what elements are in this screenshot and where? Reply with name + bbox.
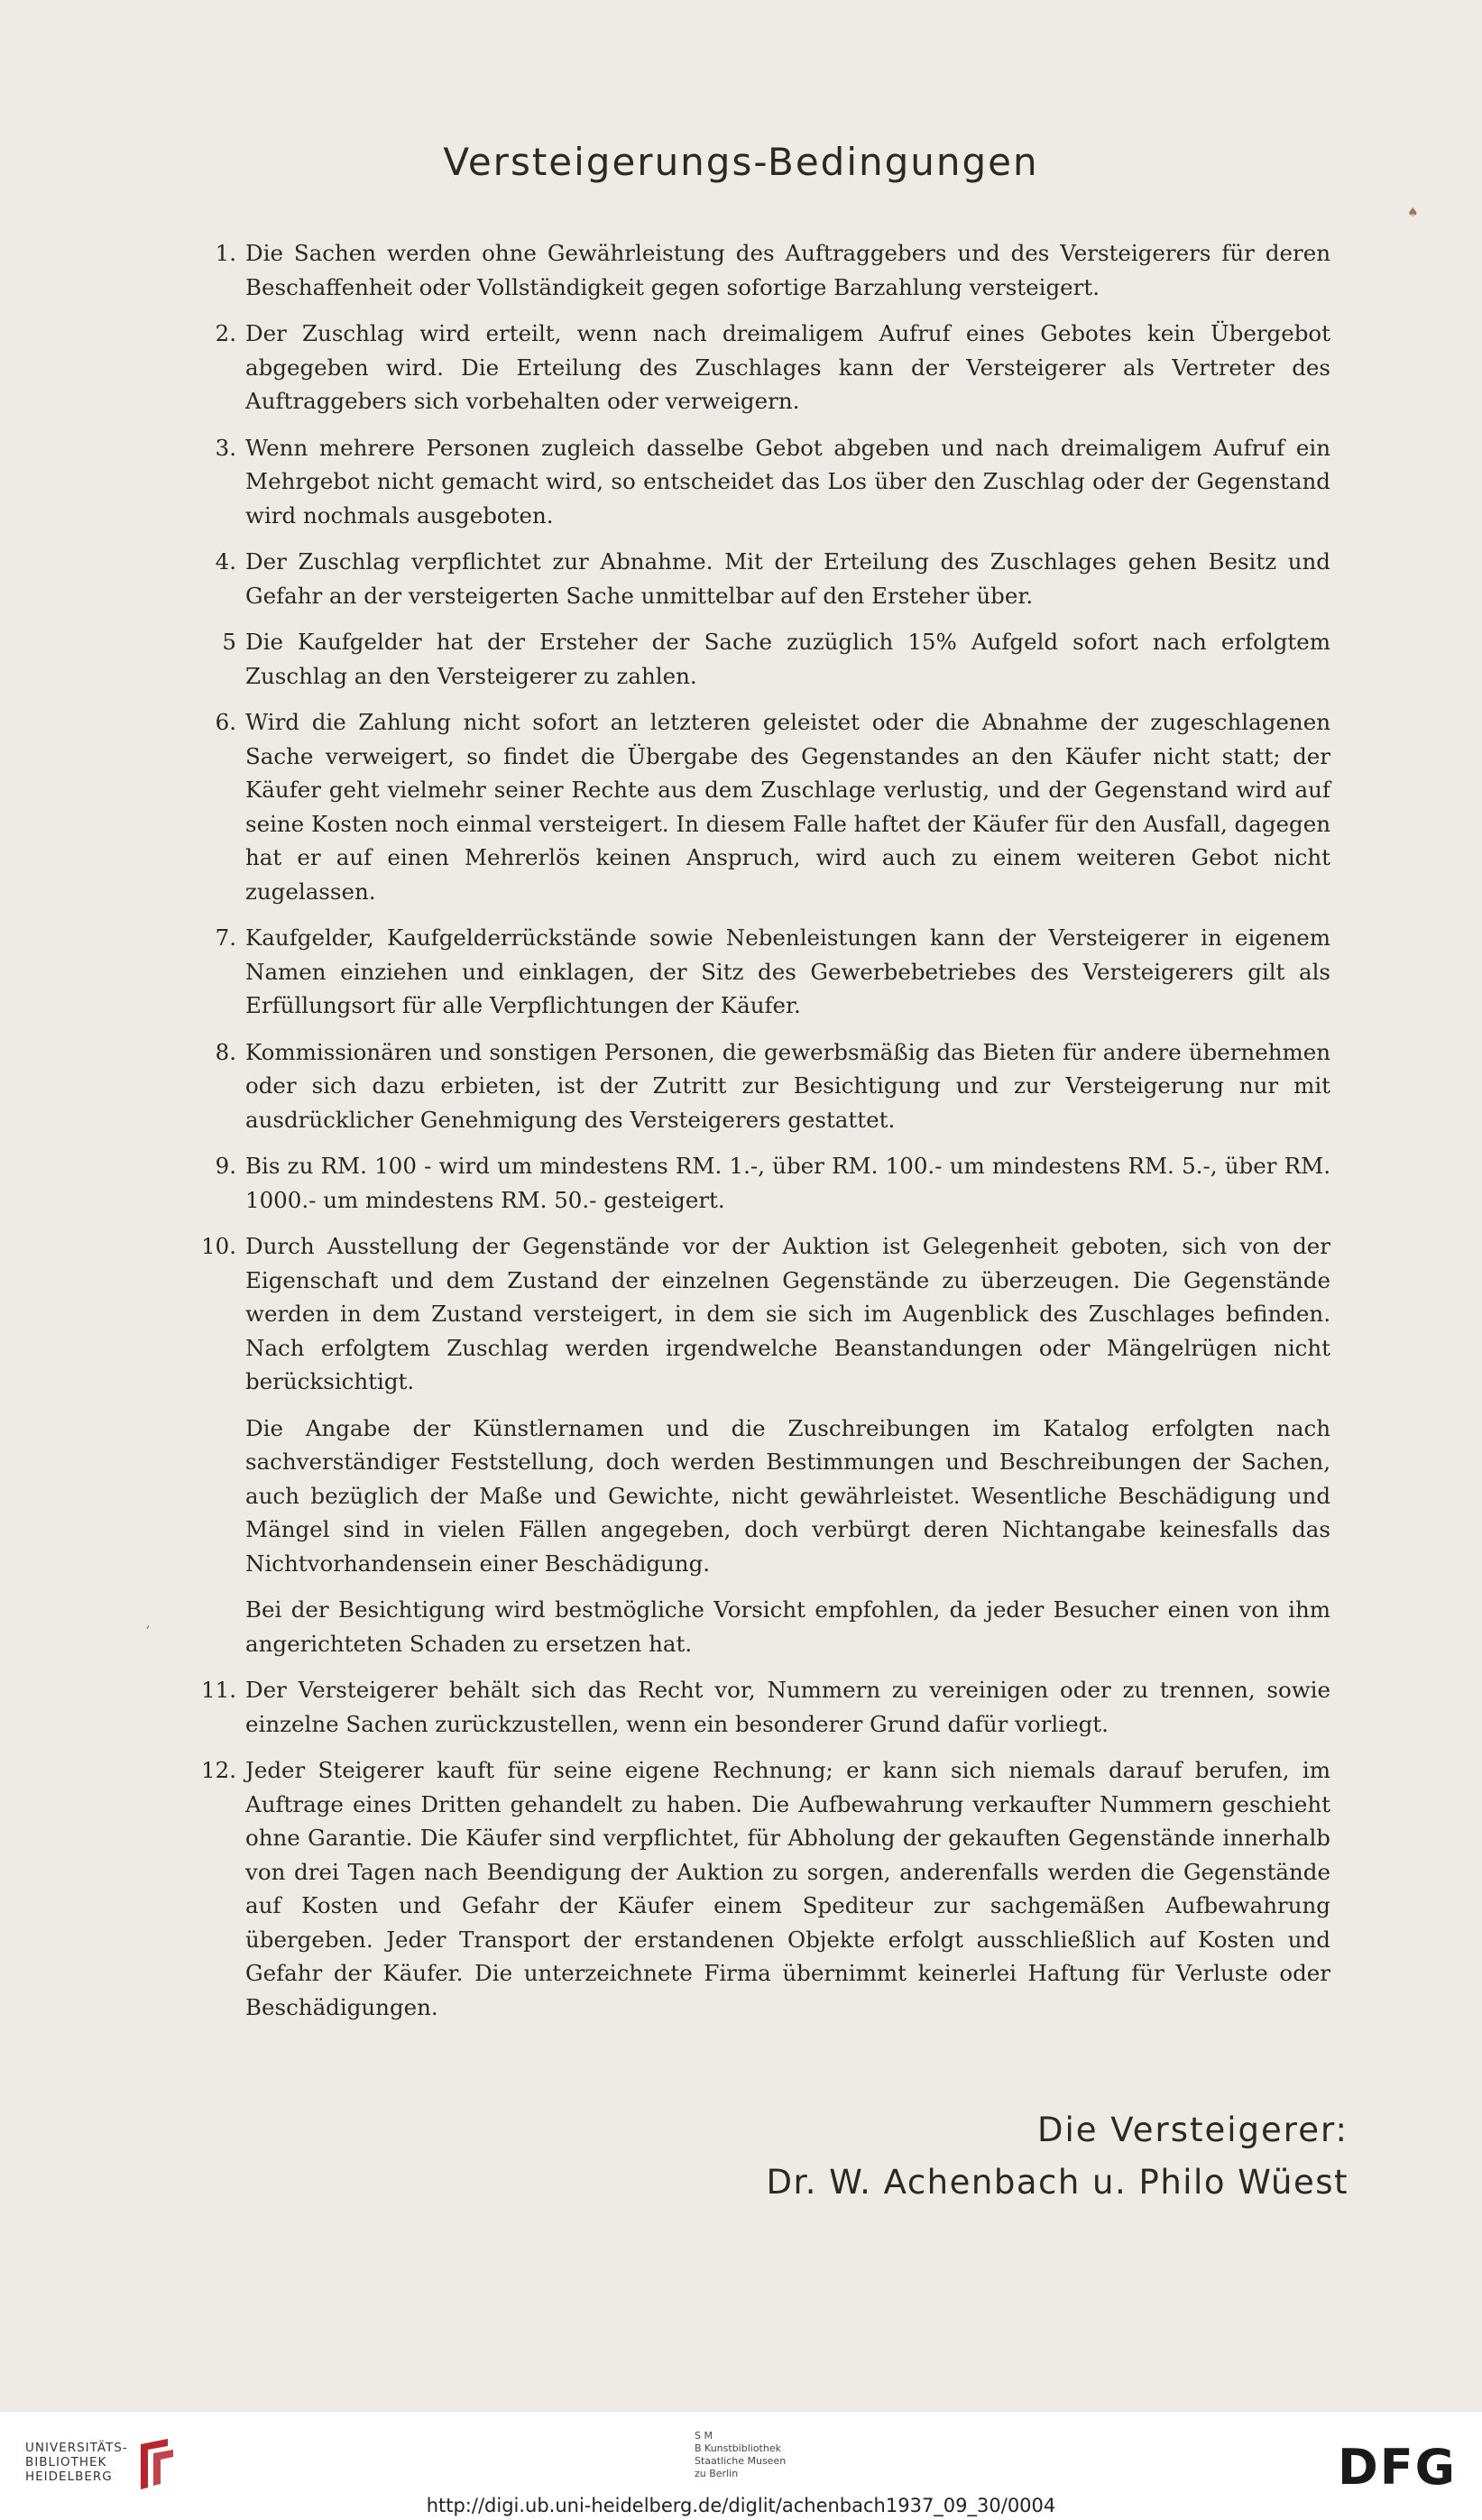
term-item [189, 921, 1330, 1023]
term-paragraph: Kommissionären und sonstigen Personen, die gewerbsmäßig das Bieten für andere übernehmen oder sich dazu erbieten, ist der Zutritt zur Besichtigung und zur Versteigerung nur mit ausdrücklicher Genehmigung des Versteigerers gestattet. [245, 1038, 1330, 1133]
library-name-line: BIBLIOTHEK [25, 2455, 107, 2469]
term-number: 6. [215, 709, 236, 735]
term-paragraph: Die Sachen werden ohne Gewährleistung des Auftraggebers und des Versteigerers für deren Beschaffenheit oder Vollständigkeit gegen sofortige Barzahlung versteigert. [245, 240, 1330, 300]
museum-credit-line: Staatliche Museen [695, 2455, 787, 2467]
term-item [189, 705, 1330, 908]
museum-credit-line: B Kunstbibliothek [695, 2442, 781, 2454]
terms-list [189, 236, 1330, 2037]
term-number: 4. [215, 548, 236, 575]
signature-names: Dr. W. Achenbach u. Philo Wüest [766, 2163, 1349, 2202]
dfg-logo: DFG [1337, 2439, 1457, 2496]
term-item [189, 1035, 1330, 1137]
term-item [189, 545, 1330, 612]
term-paragraph: Jeder Steigerer kauft für seine eigene Rechnung; er kann sich niemals darauf berufen, im Auftrage eines Dritten gehandelt zu haben. Die Aufbewahrung verkaufter Nummern geschieht ohne Garantie. Die Käufer sind verpflichtet, für Abholung der gekauften Gegenstände innerhalb von drei Tagen nach Beendigung der Auktion zu sorgen, anderenfalls werden die Gegenstände auf Kosten und Gefahr der Käufer einem Spediteur zur sachgemäßen Aufbewahrung übergeben. Jeder Transport der erstandenen Objekte erfolgt ausschließlich auf Kosten und Gefahr der Käufer. Die unterzeichnete Firma übernimmt keinerlei Haftung für Verluste oder Beschädigungen. [245, 1757, 1330, 2020]
term-number: 12. [201, 1757, 236, 1783]
term-number: 2. [215, 320, 236, 346]
term-item [189, 236, 1330, 304]
term-paragraph: Die Angabe der Künstlernamen und die Zuschreibungen im Katalog erfolgten nach sachverständiger Feststellung, doch werden Bestimmungen und Beschreibungen der Sachen, auch bezüglich der Maße und Gewichte, nicht gewährleistet. Wesentliche Beschädigung und Mängel sind in vielen Fällen angegeben, doch verbürgt deren Nichtangabe keinesfalls das Nichtvorhandensein einer Beschädigung. [245, 1414, 1330, 1577]
museum-credit-line: zu Berlin [695, 2468, 739, 2479]
term-number: 5 [222, 629, 236, 655]
term-paragraph: Bis zu RM. 100 - wird um mindestens RM. 1.-, über RM. 100.- um mindestens RM. 5.-, über RM. 1000.- um mindestens RM. 50.- gesteigert. [245, 1153, 1330, 1213]
term-paragraph: Durch Ausstellung der Gegenstände vor der Auktion ist Gelegenheit geboten, sich von der Eigenschaft und dem Zustand der einzelnen Gegenstände zu überzeugen. Die Gegenstände werden in dem Zustand versteigert, in dem sie sich im Augenblick des Zuschlages befinden. Nach erfolgtem Zuschlag werden irgendwelche Beanstandungen oder Mängelrügen nicht berücksichtigt. [245, 1233, 1330, 1394]
term-item [189, 317, 1330, 418]
term-item [189, 1229, 1330, 1660]
term-item [189, 431, 1330, 533]
term-item [189, 1753, 1330, 2024]
signature-heading: Die Versteigerer: [1037, 2111, 1349, 2149]
source-url-link[interactable]: http://digi.ub.uni-heidelberg.de/diglit/achenbach1937_09_30/0004 [426, 2495, 1056, 2516]
term-paragraph: Der Versteigerer behält sich das Recht vor, Nummern zu vereinigen oder zu trennen, sowie einzelne Sachen zurückzustellen, wenn ein besonderer Grund dafür vorliegt. [245, 1677, 1330, 1737]
term-paragraph: Bei der Besichtigung wird bestmögliche Vorsicht empfohlen, da jeder Besucher einen von ihm angerichteten Schaden zu ersetzen hat. [245, 1596, 1330, 1657]
museum-credit-line: S M [695, 2430, 713, 2442]
term-number: 10. [201, 1233, 236, 1259]
term-paragraph: Wenn mehrere Personen zugleich dasselbe Gebot abgeben und nach dreimaligem Aufruf ein Mehrgebot nicht gemacht wird, so entscheidet das Los über den Zuschlag oder der Gegenstand wird nochmals ausgeboten. [245, 434, 1330, 529]
term-item [189, 1149, 1330, 1217]
term-item [189, 625, 1330, 693]
library-name-line: UNIVERSITÄTS- [25, 2441, 128, 2455]
library-logo-icon [133, 2435, 179, 2493]
term-paragraph: Der Zuschlag wird erteilt, wenn nach dreimaligem Aufruf eines Gebotes kein Übergebot abgegeben wird. Die Erteilung des Zuschlages kann der Versteigerer als Vertreter des Auftraggebers sich vorbehalten oder verweigern. [245, 320, 1330, 414]
margin-mark: , [146, 1616, 151, 1631]
term-number: 11. [201, 1677, 236, 1703]
term-paragraph: Der Zuschlag verpflichtet zur Abnahme. Mit der Erteilung des Zuschlages gehen Besitz und Gefahr an der versteigerten Sache unmittelbar auf den Ersteher über. [245, 548, 1330, 609]
library-name-line: HEIDELBERG [25, 2469, 113, 2484]
museum-credit [695, 2430, 786, 2480]
term-paragraph: Kaufgelder, Kaufgelderrückstände sowie Nebenleistungen kann der Versteigerer in eigenem Namen einziehen und einklagen, der Sitz des Gewerbebetriebes des Versteigerers gilt als Erfüllungsort für alle Verpflichtungen der Käufer. [245, 924, 1330, 1018]
term-number: 1. [215, 240, 236, 266]
term-number: 7. [215, 924, 236, 951]
term-number: 8. [215, 1038, 236, 1065]
library-name [25, 2441, 128, 2484]
term-paragraph: Wird die Zahlung nicht sofort an letzteren geleistet oder die Abnahme der zugeschlagenen Sache verweigert, so findet die Übergabe des Gegenstandes an den Käufer nicht statt; der Käufer geht vielmehr seiner Rechte aus dem Zuschlage verlustig, und der Gegenstand wird auf seine Kosten noch einmal versteigert. In diesem Falle haftet der Käufer für den Ausfall, dagegen hat er auf einen Mehrerlös keinen Anspruch, wird auch zu einem weiteren Gebot nicht zugelassen. [245, 709, 1330, 905]
document-title: Versteigerungs-Bedingungen [443, 140, 1039, 184]
term-item [189, 1673, 1330, 1741]
term-number: 3. [215, 434, 236, 461]
margin-mark: ♠ [1407, 206, 1419, 220]
term-paragraph: Die Kaufgelder hat der Ersteher der Sache zuzüglich 15% Aufgeld sofort nach erfolgtem Zuschlag an den Versteigerer zu zahlen. [245, 629, 1330, 689]
term-number: 9. [215, 1153, 236, 1179]
